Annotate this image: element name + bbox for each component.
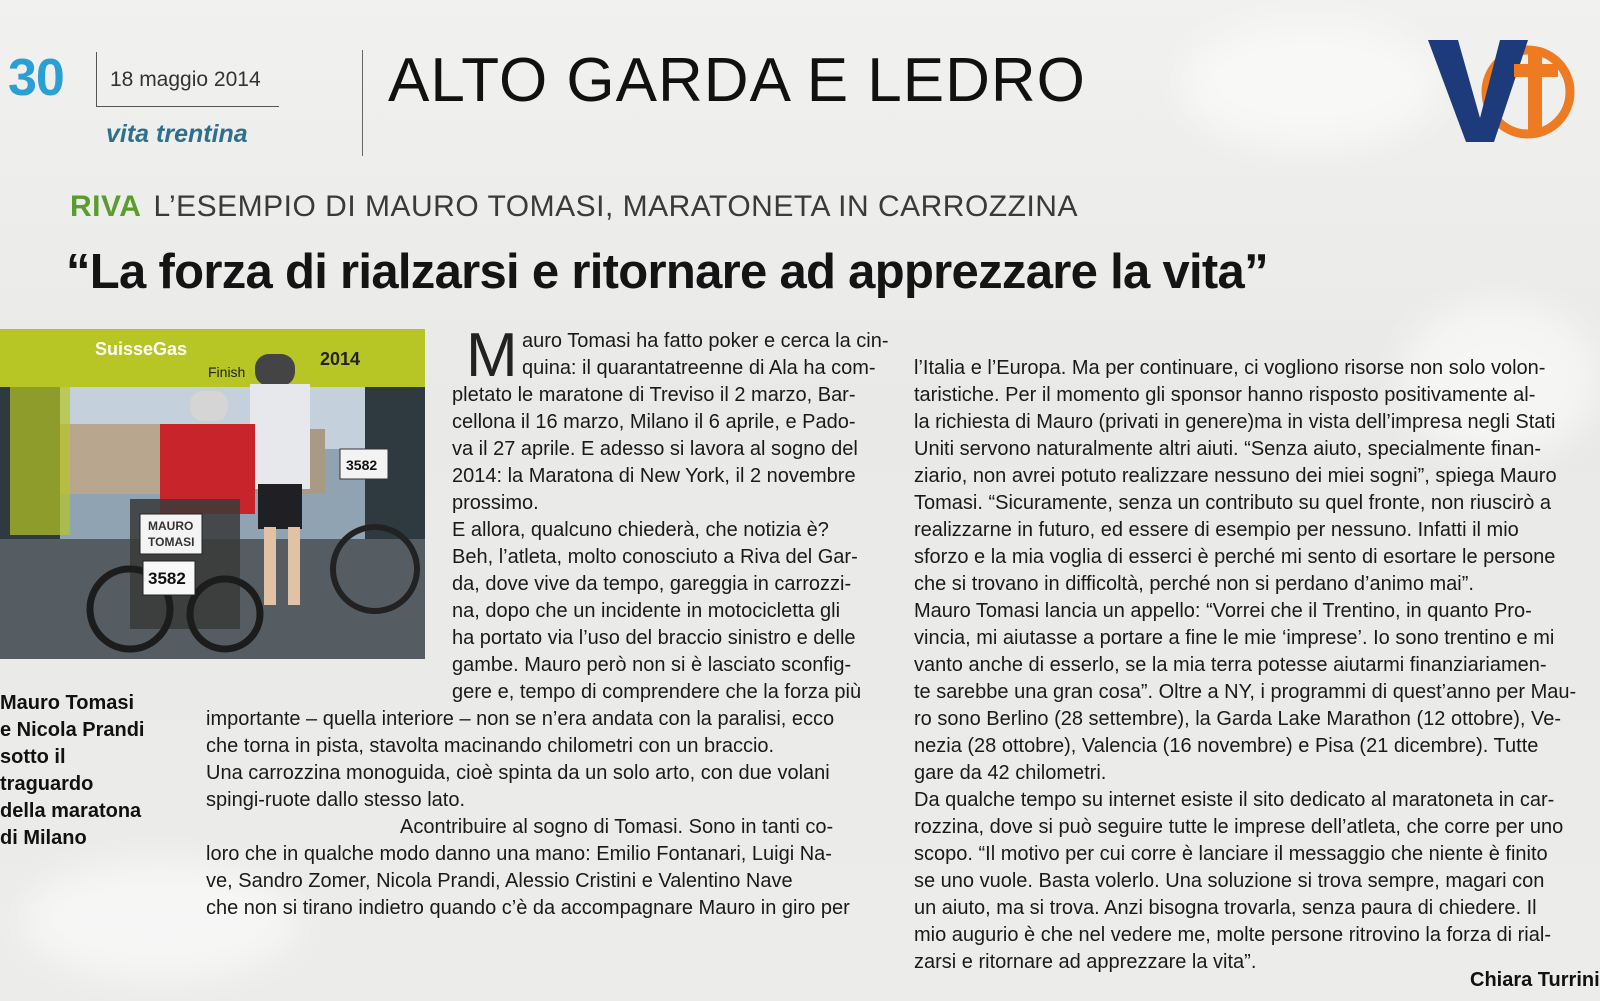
banner-year: 2014 — [320, 349, 361, 369]
rider-leg — [264, 527, 276, 605]
column2-line: te sarebbe una gran cosa”. Oltre a NY, i programmi di quest’anno per Mau- — [914, 681, 1577, 703]
caption-line: sotto il — [0, 746, 66, 768]
logo-t-stem — [1528, 50, 1542, 130]
kicker-text: L’ESEMPIO DI MAURO TOMASI, MARATONETA IN CARROZZINA — [153, 190, 1078, 223]
column2-line: un aiuto, ma si trova. Anzi bisogna trovarla, senza paura di chiedere. Il — [914, 897, 1537, 919]
column2-line: gare da 42 chilometri. — [914, 762, 1107, 784]
headline: “La forza di rialzarsi e ritornare ad apprezzare la vita” — [66, 245, 1268, 299]
caption-line: traguardo — [0, 773, 94, 795]
kicker-place: RIVA — [70, 190, 142, 223]
column1-line: prossimo. — [452, 492, 539, 514]
column2-line: vincia, mi aiutasse a portare a fine le mie ‘imprese’. Io sono trentino e mi — [914, 627, 1555, 649]
column1-line: gambe. Mauro però non si è lasciato sconfig- — [452, 654, 852, 676]
column1-line: Beh, l’atleta, molto conosciuto a Riva del Gar- — [452, 546, 858, 568]
paper-wash — [1180, 20, 1440, 150]
column1-line: ha portato via l’uso del braccio sinistro e delle — [452, 627, 856, 649]
article-photo — [0, 329, 425, 659]
column1-line: pletato le maratone di Treviso il 2 marzo, Bar- — [452, 384, 856, 406]
column2-line: Da qualche tempo su internet esiste il sito dedicato al maratoneta in car- — [914, 789, 1555, 811]
caption-line: di Milano — [0, 827, 87, 849]
column2-line: sforzo e la mia voglia di esserci è perché mi sento di esortare le persone — [914, 546, 1556, 568]
finish-post — [10, 385, 70, 535]
chair-plate-line1: MAURO — [148, 519, 194, 533]
column2-line: la richiesta di Mauro (privati in genere)ma in vista dell’impresa negli Stati — [914, 411, 1556, 433]
column2-line: ziario, non avrei potuto realizzare nessuno dei miei sogni”, spiega Mauro — [914, 465, 1557, 487]
column1-line: che non si tirano indietro quando c’è da accompagnare Mauro in giro per — [206, 897, 850, 919]
photo-caption — [0, 690, 180, 852]
banner-brand: SuisseGas — [95, 339, 188, 359]
rider-jersey — [250, 384, 310, 489]
column1-line: quina: il quarantatreenne di Ala ha com- — [522, 357, 876, 379]
column1-line: da, dove vive da tempo, gareggia in carrozzi- — [452, 573, 852, 595]
kicker — [70, 190, 1078, 224]
byline: Chiara Turrini — [1470, 969, 1600, 991]
column2-line: scopo. “Il motivo per cui corre è lanciare il messaggio che niente è finito — [914, 843, 1548, 865]
column1-line: loro che in qualche modo danno una mano: Emilio Fontanari, Luigi Na- — [206, 843, 832, 865]
column1-line: Una carrozzina monoguida, cioè spinta da un solo arto, con due volani — [206, 762, 830, 784]
athlete-bib-number: 3582 — [148, 569, 186, 588]
column1-line: na, dopo che un incidente in motocicletta gli — [452, 600, 841, 622]
bike-bib-number: 3582 — [346, 457, 378, 473]
caption-line: Mauro Tomasi — [0, 692, 135, 714]
rider-shorts — [258, 484, 302, 529]
section-title: ALTO GARDA E LEDRO — [388, 46, 1086, 115]
column2-line: rozzina, dove si può seguire tutte le imprese dell’atleta, che corre per uno — [914, 816, 1564, 838]
column1-line: auro Tomasi ha fatto poker e cerca la cin- — [522, 330, 889, 352]
issue-date: 18 maggio 2014 — [110, 68, 261, 91]
section-divider — [362, 50, 363, 156]
column1-line: E allora, qualcuno chiederà, che notizia è? — [452, 519, 829, 541]
paper-name: vita trentina — [106, 120, 248, 148]
column1-line: va il 27 aprile. E adesso si lavora al sogno del — [452, 438, 858, 460]
logo-letters: Vt — [1428, 30, 1429, 31]
column1-line: 2014: la Maratona di New York, il 2 novembre — [452, 465, 856, 487]
column1-line: cellona il 16 marzo, Milano il 6 aprile, e Pado- — [452, 411, 856, 433]
column2-line: taristiche. Per il momento gli sponsor hanno risposto positivamente al- — [914, 384, 1536, 406]
drop-cap: M — [466, 321, 518, 390]
column2-line: ro sono Berlino (28 settembre), la Garda Lake Marathon (12 ottobre), Ve- — [914, 708, 1562, 730]
column2-line: che si trovano in difficoltà, perché non si perdano d’animo mai”. — [914, 573, 1474, 595]
vita-trentina-logo — [1428, 30, 1578, 150]
rider-leg — [288, 527, 300, 605]
caption-line: e Nicola Prandi — [0, 719, 145, 741]
banner-finish: Finish — [208, 364, 246, 380]
column2-line: zarsi e ritornare ad apprezzare la vita”. — [914, 951, 1257, 973]
column2-line: l’Italia e l’Europa. Ma per continuare, ci vogliono risorse non solo volon- — [914, 357, 1546, 379]
column2-line: Uniti servono naturalmente altri aiuti. “Senza aiuto, specialmente finan- — [914, 438, 1541, 460]
athlete-helmet — [190, 391, 228, 421]
page-number: 30 — [8, 49, 64, 107]
column2-line: mio augurio è che nel vedere me, molte persone ritrovino la forza di rial- — [914, 924, 1551, 946]
column1-line: ve, Sandro Zomer, Nicola Prandi, Alessio Cristini e Valentino Nave — [206, 870, 793, 892]
chair-plate-line2: TOMASI — [148, 535, 195, 549]
rider-helmet — [255, 354, 295, 386]
column2-line: se uno vuole. Basta volerlo. Una soluzione si trova sempre, magari con — [914, 870, 1545, 892]
column2-line: nezia (28 ottobre), Valencia (16 novembre) e Pisa (21 dicembre). Tutte — [914, 735, 1539, 757]
column1-line: gere e, tempo di comprendere che la forza più — [452, 681, 862, 703]
column2-line: Mauro Tomasi lancia un appello: “Vorrei che il Trentino, in quanto Pro- — [914, 600, 1532, 622]
column1-line: Acontribuire al sogno di Tomasi. Sono in tanti co- — [400, 816, 834, 838]
column1-line: spingi-ruote dallo stesso lato. — [206, 789, 466, 811]
column2-line: realizzarne in futuro, ed essere di esempio per nessuno. Infatti il mio — [914, 519, 1519, 541]
column1-line: importante – quella interiore – non se n’era andata con la paralisi, ecco — [206, 708, 835, 730]
column2-line: vanto anche di esserlo, se la mia terra potesse aiutarmi finanziariamen- — [914, 654, 1547, 676]
caption-line: della maratona — [0, 800, 142, 822]
column2-line: Tomasi. “Sicuramente, senza un contributo su quel fronte, non riuscirò a — [914, 492, 1551, 514]
column1-line: che torna in pista, stavolta macinando chilometri con un braccio. — [206, 735, 775, 757]
